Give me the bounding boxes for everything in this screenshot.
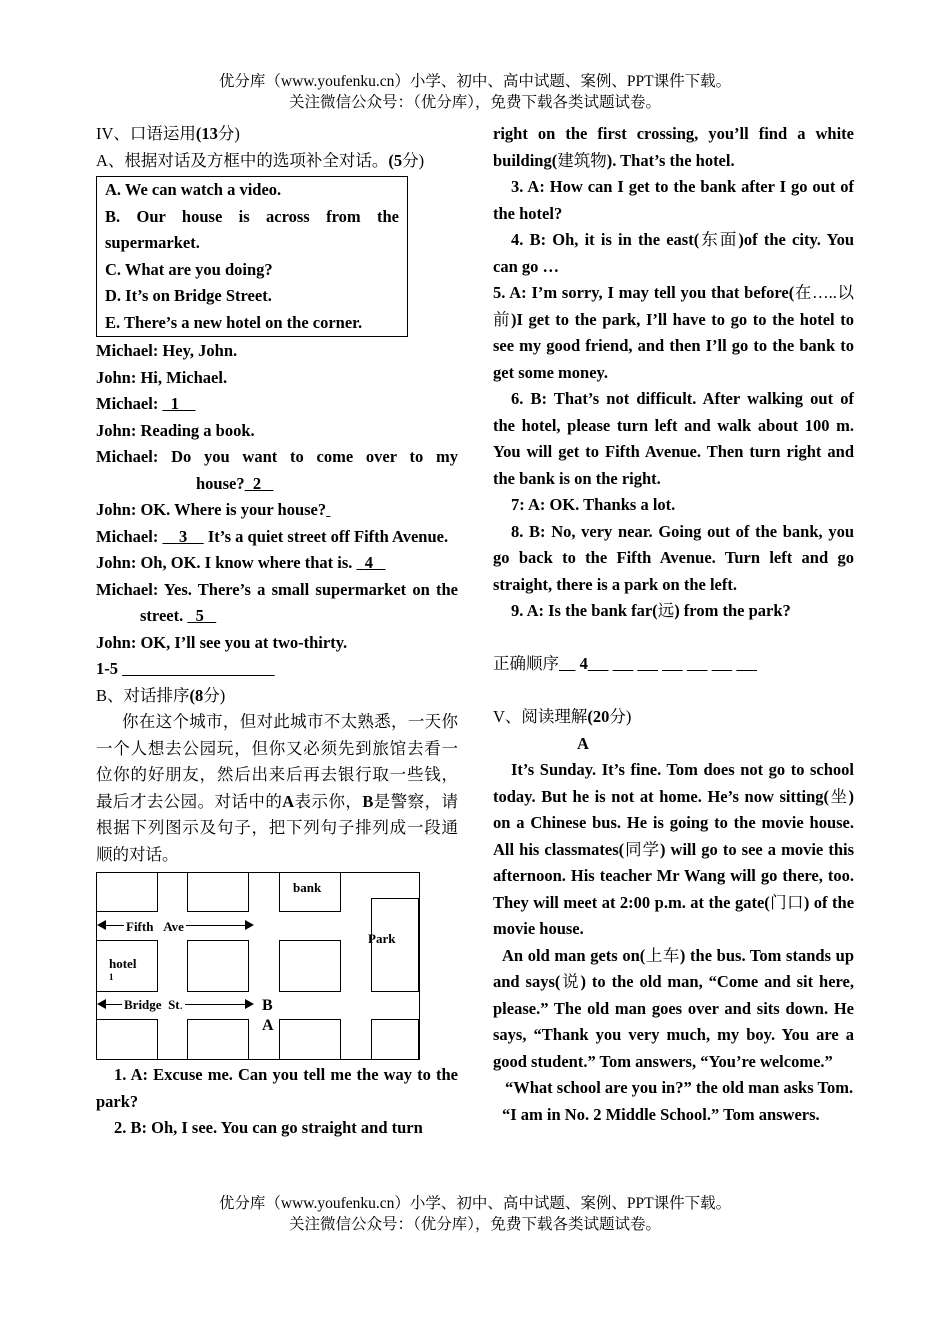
section4-title: IV、口语运用(13分) [96, 124, 240, 143]
dialogue-line: Michael: Yes. There’s a small supermarket on the street. 5 [96, 579, 458, 625]
map-block [96, 1019, 158, 1060]
dialogue-line: John: OK. Where is your house? [96, 500, 327, 519]
option-b: B. Our house is across from the supermarket. [105, 206, 399, 252]
map-block [96, 872, 158, 912]
map-block [371, 1019, 419, 1060]
left-column [96, 121, 458, 1142]
sentence-4: 4. B: Oh, it is in the east(东面)of the city. You can go … [493, 230, 855, 276]
order-blank[interactable] [588, 654, 609, 673]
footer-line-2: 关注微信公众号：（优分库），免费下载各类试题试卷。 [288, 1216, 661, 1233]
order-blank[interactable] [736, 654, 757, 673]
map-block [279, 940, 341, 992]
dialogue-line: Michael: Hey, John. [96, 341, 238, 360]
answer-blank[interactable] [122, 659, 275, 678]
blank-1: 1 [170, 394, 179, 413]
arrow-right-icon [245, 999, 254, 1009]
map-block [279, 1019, 341, 1060]
bridge-st-label: Bridge St. [124, 997, 183, 1012]
sentence-3: 3. A: How can I get to the bank after I go out of the hotel? [493, 177, 854, 223]
option-a: A. We can watch a video. [105, 180, 282, 199]
page-header [0, 71, 950, 113]
blank-4: 4 [364, 553, 374, 572]
options-box [96, 176, 408, 337]
passage-paragraph-2: An old man gets on(上车) the bus. Tom stands up and says(说) to the old man, “Come and sit here, please.” The old man goes over and sits down. He says, “Thank you very much, my boy. You are a good student.” Tom answers, “You’re welcome.” [493, 945, 854, 1071]
dialogue-line: Michael: Do you want to come over to my house? 2 [96, 447, 458, 493]
order-blank[interactable] [637, 654, 658, 673]
passage-paragraph-4: “I am in No. 2 Middle School.” Tom answers. [502, 1104, 820, 1124]
sentence-7: 7: A: OK. Thanks a lot. [511, 495, 676, 514]
dialogue-line: John: Oh, OK. I know where that is. 4 [96, 550, 458, 577]
arrow-left-icon [97, 920, 106, 930]
sentence-2-cont: right on the first crossing, you’ll find a white building(建筑物). That’s the hotel. [493, 124, 854, 170]
order-blank[interactable] [662, 654, 683, 673]
arrow-left-icon [97, 999, 106, 1009]
answer-line-1-5: 1-5 [96, 656, 458, 683]
footer-line-1: 优分库（www.youfenku.cn）小学、初中、高中试题、案例、PPT课件下载。 [218, 1195, 732, 1212]
dialogue-line: John: Hi, Michael. [96, 367, 228, 387]
option-c: C. What are you doing? [105, 259, 273, 279]
blank-2: 2 [252, 473, 262, 493]
passage-label: A [577, 733, 589, 753]
map-block [187, 872, 249, 912]
position-a-label: A [262, 1017, 274, 1034]
order-answer-line: 正确顺序 4 [493, 651, 854, 678]
sentence-9: 9. A: Is the bank far(远) from the park? [511, 601, 791, 620]
partA-title: A、根据对话及方框中的选项补全对话。(5分) [96, 150, 425, 170]
map-block [187, 1019, 249, 1060]
dialogue-line: John: Reading a book. [96, 420, 255, 440]
fifth-ave-label: Fifth Ave [126, 919, 184, 934]
page-footer [0, 1193, 950, 1235]
dialogue-line: Michael: 3 It’s a quiet street off Fifth Avenue. [96, 526, 449, 546]
bank-label: bank [293, 880, 322, 895]
order-blank[interactable] [712, 654, 733, 673]
section5-title: V、阅读理解(20分) [493, 707, 632, 726]
sentence-5: 5. A: I’m sorry, I may tell you that before(在…..以前)I get to the park, I’ll have to go to the hotel to see my good friend, and then I’ll go to the bank to get some money. [493, 283, 855, 382]
right-column [493, 121, 854, 1128]
arrow-right-icon [245, 920, 254, 930]
park-label: Park [368, 931, 396, 946]
blank-3: 3 [178, 526, 188, 546]
partB-title: B、对话排序(8分) [96, 685, 226, 705]
option-d: D. It’s on Bridge Street. [105, 286, 272, 305]
street-map [96, 872, 420, 1060]
partB-instructions: 你在这个城市，但对此城市不太熟悉，一天你一个人想去公园玩，但你又必须先到旅馆去看一位你的好朋友，然后出来后再去银行取一些钱，最后才去公园。对话中的A表示你，B是警察，请根据下列图示及句子，把下列句子排列成一段通顺的对话。 [96, 712, 459, 864]
sentence-6: 6. B: That’s not difficult. After walking out of the hotel, please turn left and walk about 100 m. You will get to Fifth Avenue. Then turn right and the bank is on the right. [493, 389, 854, 488]
hotel-mark: 1 [109, 972, 114, 982]
position-b-label: B [262, 997, 273, 1014]
order-blank[interactable] [687, 654, 708, 673]
sentence-2-start: 2. B: Oh, I see. You can go straight and turn [114, 1118, 423, 1137]
header-line-2: 关注微信公众号：（优分库），免费下载各类试题试卷。 [288, 94, 661, 111]
map-block [187, 940, 249, 992]
sentence-1: 1. A: Excuse me. Can you tell me the way to the park? [96, 1065, 458, 1111]
order-blank[interactable] [613, 654, 634, 673]
hotel-label: hotel [109, 956, 137, 971]
dialogue-line: Michael: 1 [96, 391, 458, 418]
passage-paragraph-1: It’s Sunday. It’s fine. Tom does not go to school today. But he is not at home. He’s now sitting(坐) on a Chinese bus. He is going to the movie house. All his classmates(同学) will go to see a movie this afternoon. His teacher Mr Wang will go there, too. They will meet at 2:00 p.m. at the gate(门口) of the movie house. [493, 760, 855, 938]
header-line-1: 优分库（www.youfenku.cn）小学、初中、高中试题、案例、PPT课件下载。 [218, 73, 732, 90]
dialogue-line: John: OK, I’ll see you at two-thirty. [96, 632, 348, 652]
sentence-8: 8. B: No, very near. Going out of the bank, you go back to the Fifth Avenue. Turn left and go straight, there is a park on the left. [493, 521, 854, 594]
passage-paragraph-3: “What school are you in?” the old man asks Tom. [505, 1078, 854, 1097]
option-e: E. There’s a new hotel on the corner. [105, 312, 363, 332]
blank-5: 5 [195, 606, 204, 625]
